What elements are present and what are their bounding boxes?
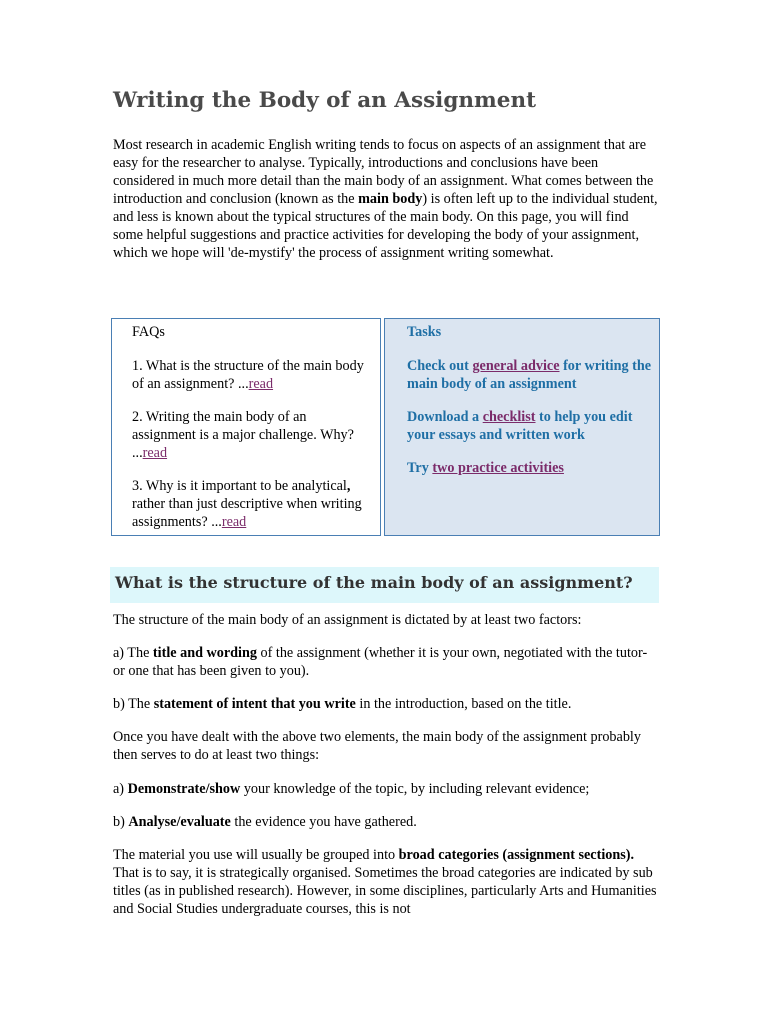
- section-paragraph-2: [113, 644, 658, 680]
- practice-activities-link[interactable]: two practice activities: [432, 460, 564, 476]
- task-2-text-a: Download a: [407, 409, 483, 425]
- p5-bold: Demonstrate/show: [127, 781, 241, 797]
- p2-bold: title and wording: [152, 645, 257, 661]
- tasks-box: [384, 318, 660, 536]
- faq-item-3-text-a: 3. Why is it important to be analytical: [132, 478, 347, 494]
- task-3-text-a: Try: [407, 460, 433, 476]
- p5-text-b: your knowledge of the topic, by including relevant evidence;: [240, 781, 590, 797]
- faq-read-link-2[interactable]: read: [142, 445, 168, 461]
- p3-text-a: b) The: [113, 696, 154, 712]
- faq-item-2-text: 2. Writing the main body of an assignment is a major challenge. Why? ...: [132, 409, 354, 461]
- p3-bold: statement of intent that you write: [153, 696, 356, 712]
- section-paragraph-6: [113, 813, 658, 831]
- p6-text-a: b): [113, 814, 129, 830]
- faq-read-link-1[interactable]: read: [248, 376, 274, 392]
- p3-text-b: in the introduction, based on the title.: [355, 696, 572, 712]
- p2-text-b: of the assignment (whether it is your own, negotiated with the tutor- or one that has been given to you).: [113, 645, 648, 679]
- faq-item-3-bold: ,: [346, 478, 351, 494]
- faq-read-link-3[interactable]: read: [221, 514, 247, 530]
- section-paragraph-7: [113, 846, 658, 918]
- section-heading-band: [110, 567, 659, 603]
- section-paragraph-5: [113, 780, 658, 798]
- intro-text-1: Most research in academic English writing tends to focus on aspects of an assignment that are easy for the researcher to analyse. Typically, introductions and conclusions have been considered in much more detail than the main body of an assignment. What comes between the introduction and conclusion (known as the: [113, 137, 654, 207]
- p7-text-b: That is to say, it is strategically organised. Sometimes the broad categories are indicated by sub titles (as in published research). However, in some disciplines, particularly Arts and Humanities and Social Studies undergraduate courses, this is not: [113, 865, 657, 917]
- task-item-2: [407, 408, 657, 444]
- section-paragraph-4: Once you have dealt with the above two elements, the main body of the assignment probably then serves to do at least two things:: [113, 729, 641, 763]
- faq-item-3: [132, 477, 372, 531]
- p7-text-a: The material you use will usually be grouped into: [113, 847, 399, 863]
- faq-item-1: [132, 357, 372, 393]
- task-1-text-b: for writing the main body of an assignment: [407, 358, 652, 392]
- intro-paragraph: [113, 136, 658, 262]
- faq-item-1-text: 1. What is the structure of the main body of an assignment? ...: [132, 358, 364, 392]
- p5-text-a: a): [113, 781, 128, 797]
- section-paragraph-1: The structure of the main body of an assignment is dictated by at least two factors:: [113, 612, 582, 628]
- task-item-3: [407, 459, 657, 477]
- intro-bold: main body: [358, 191, 423, 207]
- checklist-link[interactable]: checklist: [482, 409, 536, 425]
- p6-text-b: the evidence you have gathered.: [230, 814, 417, 830]
- p6-bold: Analyse/evaluate: [128, 814, 231, 830]
- p2-text-a: a) The: [113, 645, 153, 661]
- task-2-text-b: to help you edit your essays and written work: [407, 409, 633, 443]
- tasks-heading: Tasks: [407, 324, 442, 340]
- page-title: Writing the Body of an Assignment: [113, 88, 537, 113]
- task-item-1: [407, 357, 657, 393]
- general-advice-link[interactable]: general advice: [472, 358, 560, 374]
- section-heading: What is the structure of the main body of an assignment?: [115, 573, 633, 592]
- faq-heading: FAQs: [132, 324, 165, 340]
- p7-bold: broad categories (assignment sections).: [398, 847, 635, 863]
- faq-box: [111, 318, 381, 536]
- intro-text-2: ) is often left up to the individual student, and less is known about the typical structures of the main body. On this page, you will find some helpful suggestions and practice activities for developing the body of your assignment, which we hope will 'de-mystify' the process of assignment writing somewhat.: [113, 191, 658, 261]
- section-paragraph-3: [113, 695, 658, 713]
- faq-item-2: [132, 408, 372, 462]
- task-1-text-a: Check out: [407, 358, 473, 374]
- faq-item-3-text-b: rather than just descriptive when writing assignments? ...: [132, 496, 362, 530]
